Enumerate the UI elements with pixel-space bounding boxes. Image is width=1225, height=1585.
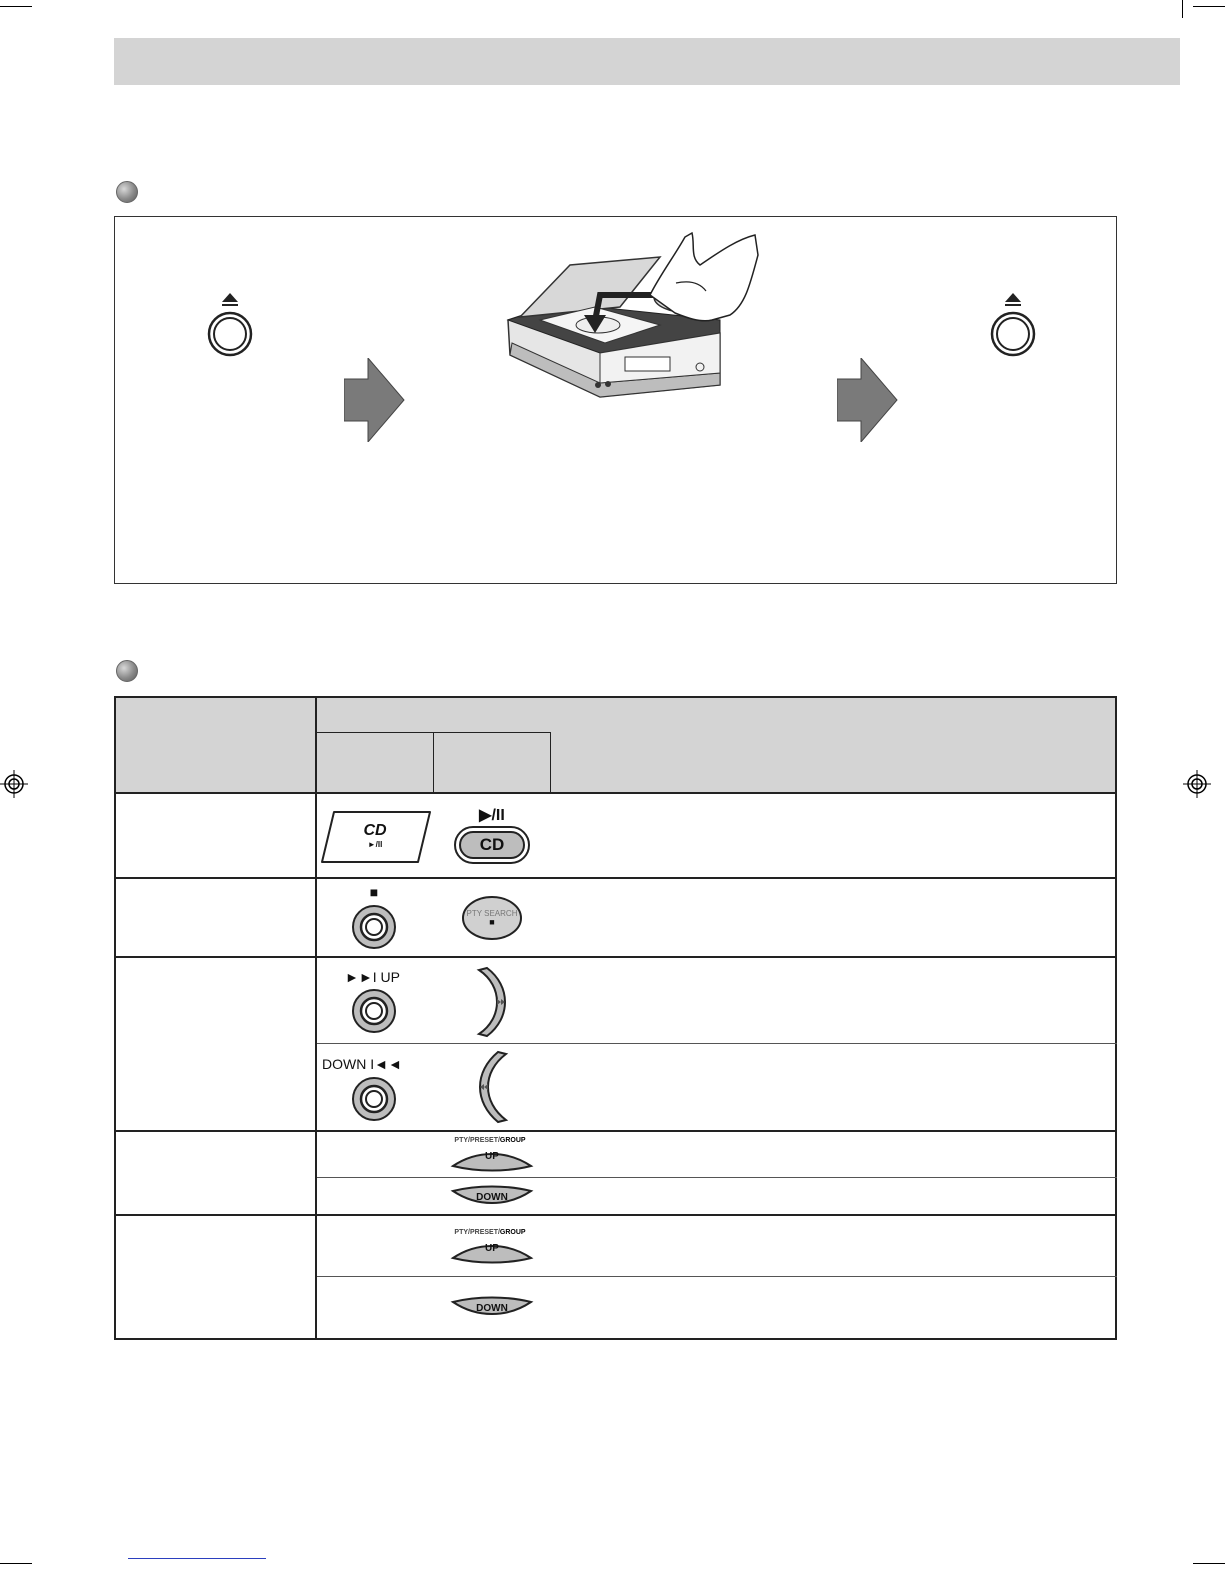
remote-up-label[interactable]: UP (485, 1151, 499, 1162)
skip-back-remote-button-icon[interactable] (472, 1050, 512, 1124)
remote-down-label[interactable]: DOWN (476, 1303, 508, 1314)
operations-table (114, 696, 1117, 1340)
skip-up-label: ►►I UP (345, 969, 400, 985)
pty-preset-group-label: PTY/PRESET/GROUP (454, 1137, 526, 1144)
crop-mark (1193, 1563, 1225, 1564)
table-header-cell (114, 696, 316, 793)
skip-down-label: DOWN I◄◄ (322, 1056, 402, 1072)
eject-button-icon (988, 290, 1038, 360)
table-subheader-cell-unit (317, 733, 433, 793)
table-subheader-cell-remote (434, 733, 550, 793)
crop-mark (0, 1563, 32, 1564)
pty-preset-group-label: PTY/PRESET/GROUP (454, 1229, 526, 1236)
table-header-cell (550, 733, 1117, 793)
cd-unit-sub-label: ►/II (367, 840, 383, 849)
remote-up-label[interactable]: UP (485, 1243, 499, 1254)
cd-remote-label[interactable]: CD (479, 835, 505, 854)
pty-search-label[interactable]: PTY SEARCH (466, 909, 518, 918)
skip-down-unit-button-icon (351, 1076, 397, 1122)
crop-mark (0, 6, 32, 7)
crop-mark (128, 1558, 266, 1559)
crop-mark (1182, 0, 1183, 18)
registration-mark-icon (1183, 770, 1211, 798)
section-header-band (114, 38, 1180, 85)
gray-circle-bullet-icon (116, 181, 138, 203)
table-header-cell (316, 696, 1117, 733)
cd-loading-illustration (500, 225, 770, 405)
eject-button-icon (205, 290, 255, 360)
pty-search-sub-label: ■ (489, 917, 495, 927)
skip-forward-remote-button-icon[interactable] (473, 966, 513, 1038)
skip-up-unit-button-icon (351, 988, 397, 1034)
remote-down-label[interactable]: DOWN (476, 1192, 508, 1203)
play-pause-symbol: ▶/II (479, 807, 505, 824)
stop-unit-button-icon (351, 904, 397, 950)
crop-mark (1193, 6, 1225, 7)
gray-circle-bullet-icon (116, 660, 138, 682)
right-arrow-icon (344, 358, 406, 442)
cd-unit-label: CD (363, 822, 387, 839)
stop-symbol: ■ (369, 884, 379, 900)
registration-mark-icon (0, 770, 28, 798)
right-arrow-icon (837, 358, 899, 442)
